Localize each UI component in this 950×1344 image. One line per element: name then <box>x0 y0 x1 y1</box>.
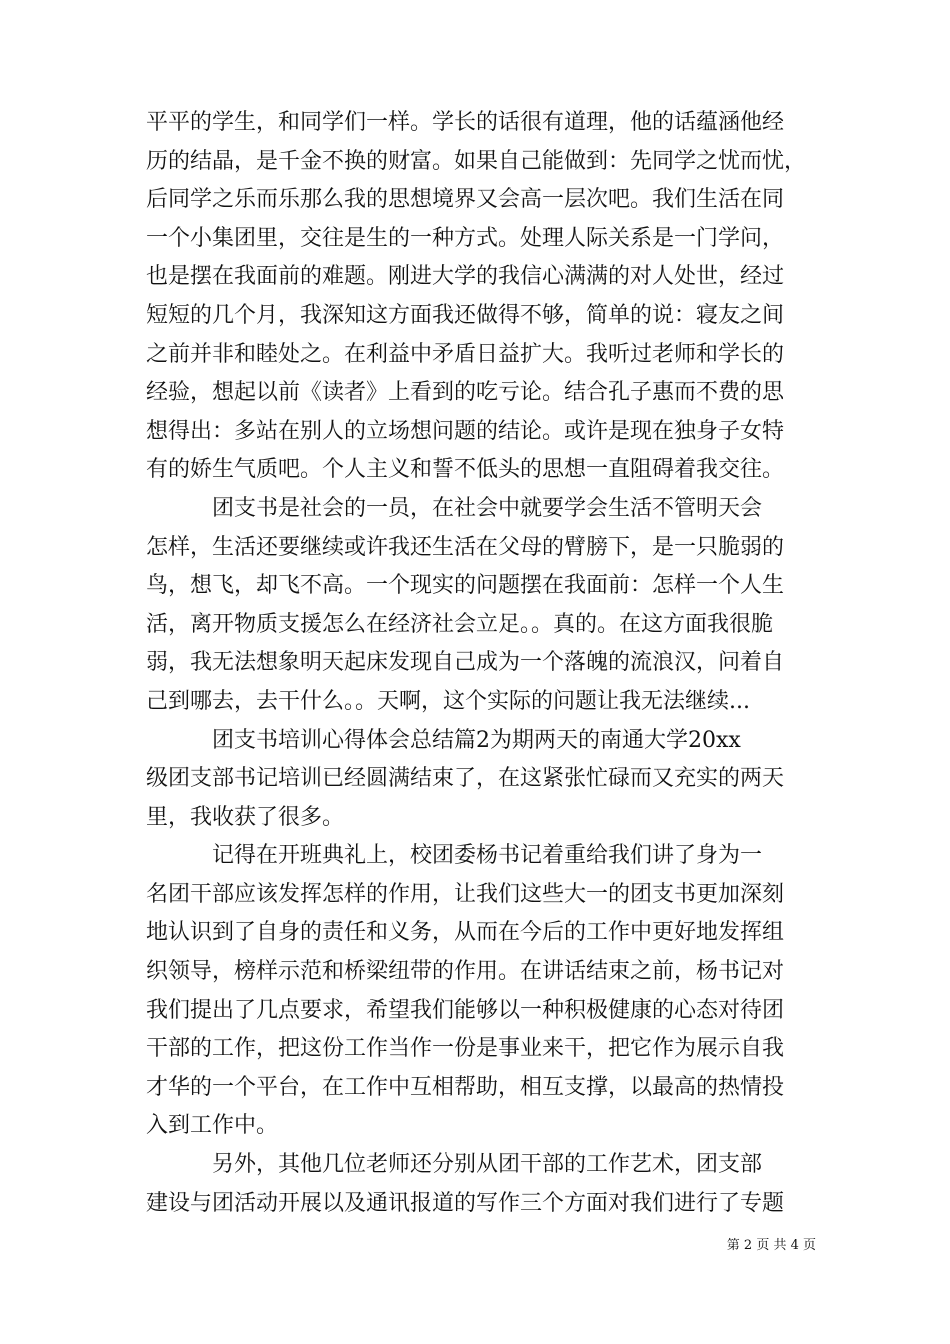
text-line: 历的结晶，是千金不换的财富。如果自己能做到：先同学之忧而忧， <box>146 148 807 174</box>
text-line: 级团支部书记培训已经圆满结束了，在这紧张忙碌而又充实的两天 <box>146 766 785 792</box>
text-line: 怎样，生活还要继续或许我还生活在父母的臂膀下，是一只脆弱的 <box>146 534 785 560</box>
text-line: 入到工作中。 <box>146 1113 279 1139</box>
text-line: 弱，我无法想象明天起床发现自己成为一个落魄的流浪汉，问着自 <box>146 650 785 676</box>
text-line: 经验，想起以前《读者》上看到的吃亏论。结合孔子惠而不费的思 <box>146 380 785 406</box>
text-line: 记得在开班典礼上，校团委杨书记着重给我们讲了身为一 <box>146 843 763 869</box>
text-line: 有的娇生气质吧。个人主义和誓不低头的思想一直阻碍着我交往。 <box>146 457 785 483</box>
text-line: 地认识到了自身的责任和义务，从而在今后的工作中更好地发挥组 <box>146 920 785 946</box>
text-line: 活，离开物质支援怎么在经济社会立足。。真的。在这方面我很脆 <box>146 611 774 637</box>
text-line: 后同学之乐而乐那么我的思想境界又会高一层次吧。我们生活在同 <box>146 187 785 213</box>
text-line: 我们提出了几点要求，希望我们能够以一种积极健康的心态对待团 <box>146 997 785 1023</box>
text-line: 团支书培训心得体会总结篇2为期两天的南通大学20xx <box>146 727 741 753</box>
text-line: 才华的一个平台，在工作中互相帮助，相互支撑，以最高的热情投 <box>146 1074 785 1100</box>
text-line: 另外，其他几位老师还分别从团干部的工作艺术，团支部 <box>146 1152 763 1178</box>
text-line: 建设与团活动开展以及通讯报道的写作三个方面对我们进行了专题 <box>146 1190 785 1216</box>
page-number-footer: 第 2 页 共 4 页 <box>726 1238 816 1253</box>
text-line: 名团干部应该发挥怎样的作用，让我们这些大一的团支书更加深刻 <box>146 881 785 907</box>
text-line: 一个小集团里，交往是生的一种方式。处理人际关系是一门学问， <box>146 225 785 251</box>
text-line: 也是摆在我面前的难题。刚进大学的我信心满满的对人处世，经过 <box>146 264 785 290</box>
text-line: 之前并非和睦处之。在利益中矛盾日益扩大。我听过老师和学长的 <box>146 341 785 367</box>
text-line: 平平的学生，和同学们一样。学长的话很有道理，他的话蕴涵他经 <box>146 110 785 135</box>
text-line: 织领导，榜样示范和桥梁纽带的作用。在讲话结束之前，杨书记对 <box>146 959 785 985</box>
body-text <box>146 104 816 1223</box>
text-line: 鸟，想飞，却飞不高。一个现实的问题摆在我面前：怎样一个人生 <box>146 573 785 599</box>
text-line: 干部的工作，把这份工作当作一份是事业来干，把它作为展示自我 <box>146 1036 785 1062</box>
text-line: 己到哪去，去干什么。。天啊，这个实际的问题让我无法继续... <box>146 688 750 714</box>
text-line: 想得出：多站在别人的立场想问题的结论。或许是现在独身子女特 <box>146 418 785 444</box>
text-line: 里，我收获了很多。 <box>146 804 345 830</box>
text-line: 短短的几个月，我深知这方面我还做得不够，简单的说：寝友之间 <box>146 302 785 328</box>
text-line: 团支书是社会的一员，在社会中就要学会生活不管明天会 <box>146 495 763 521</box>
